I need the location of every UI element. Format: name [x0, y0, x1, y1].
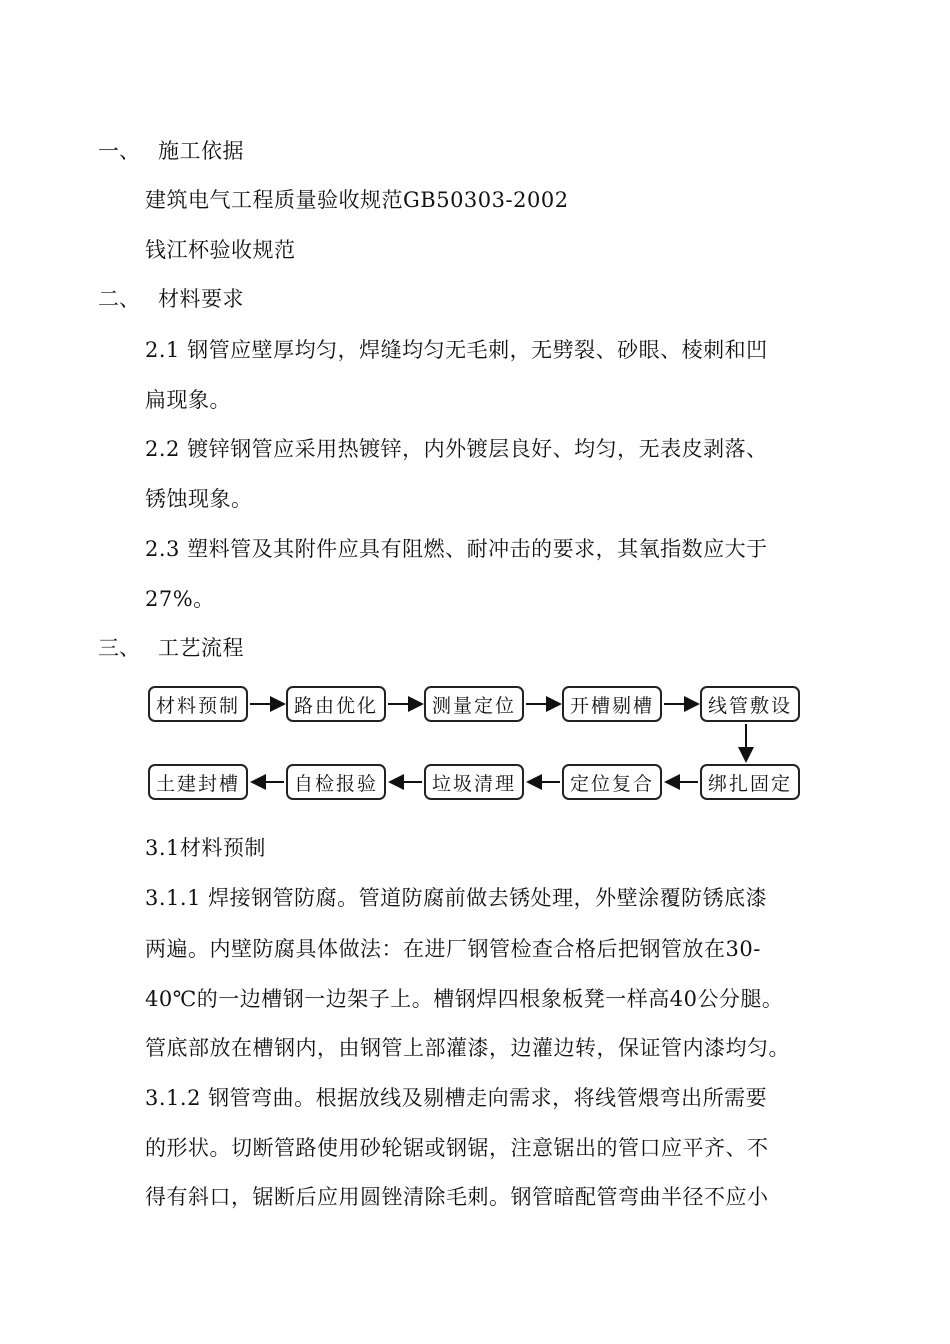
paragraph-line: 的形状。切断管路使用砂轮锯或钢锯，注意锯出的管口应平齐、不	[145, 1136, 769, 1160]
subsection-title: 3.1材料预制	[145, 836, 266, 860]
paragraph-line: 得有斜口，锯断后应用圆锉清除毛刺。钢管暗配管弯曲半径不应小	[145, 1185, 769, 1209]
paragraph-line: 2.1 钢管应壁厚均匀，焊缝均匀无毛刺，无劈裂、砂眼、棱刺和凹	[145, 338, 768, 362]
paragraph-line: 锈蚀现象。	[145, 487, 253, 511]
process-flowchart	[140, 676, 820, 816]
paragraph-line: 3.1.1 焊接钢管防腐。管道防腐前做去锈处理，外壁涂覆防锈底漆	[145, 886, 768, 910]
paragraph-line: 40℃的一边槽钢一边架子上。槽钢焊四根象板凳一样高40公分腿。	[145, 987, 784, 1011]
paragraph-line: 管底部放在槽钢内，由钢管上部灌漆，边灌边转，保证管内漆均匀。	[145, 1036, 790, 1060]
paragraph-line: 建筑电气工程质量验收规范GB50303-2002	[145, 188, 569, 212]
flow-step: 绑扎固定	[700, 764, 800, 800]
flow-step: 定位复合	[562, 764, 662, 800]
paragraph-line: 2.2 镀锌钢管应采用热镀锌，内外镀层良好、均匀，无表皮剥落、	[145, 437, 768, 461]
paragraph-line: 27%。	[145, 587, 215, 611]
section-title: 施工依据	[158, 139, 244, 163]
flow-step: 开槽剔槽	[562, 686, 662, 722]
section-number: 二、	[98, 287, 140, 311]
flow-step: 土建封槽	[148, 764, 248, 800]
flow-step: 路由优化	[286, 686, 386, 722]
paragraph-line: 2.3 塑料管及其附件应具有阻燃、耐冲击的要求，其氧指数应大于	[145, 537, 768, 561]
section-number: 三、	[98, 636, 140, 660]
section-title: 材料要求	[158, 287, 244, 311]
paragraph-line: 3.1.2 钢管弯曲。根据放线及剔槽走向需求，将线管煨弯出所需要	[145, 1086, 768, 1110]
flow-step: 测量定位	[424, 686, 524, 722]
flow-step: 线管敷设	[700, 686, 800, 722]
section-number: 一、	[98, 139, 140, 163]
paragraph-line: 两遍。内壁防腐具体做法：在进厂钢管检查合格后把钢管放在30-	[145, 937, 761, 961]
flow-step: 垃圾清理	[424, 764, 524, 800]
flow-step: 自检报验	[286, 764, 386, 800]
section-title: 工艺流程	[158, 636, 244, 660]
paragraph-line: 扁现象。	[145, 388, 231, 412]
paragraph-line: 钱江杯验收规范	[145, 238, 296, 262]
flow-step: 材料预制	[148, 686, 248, 722]
